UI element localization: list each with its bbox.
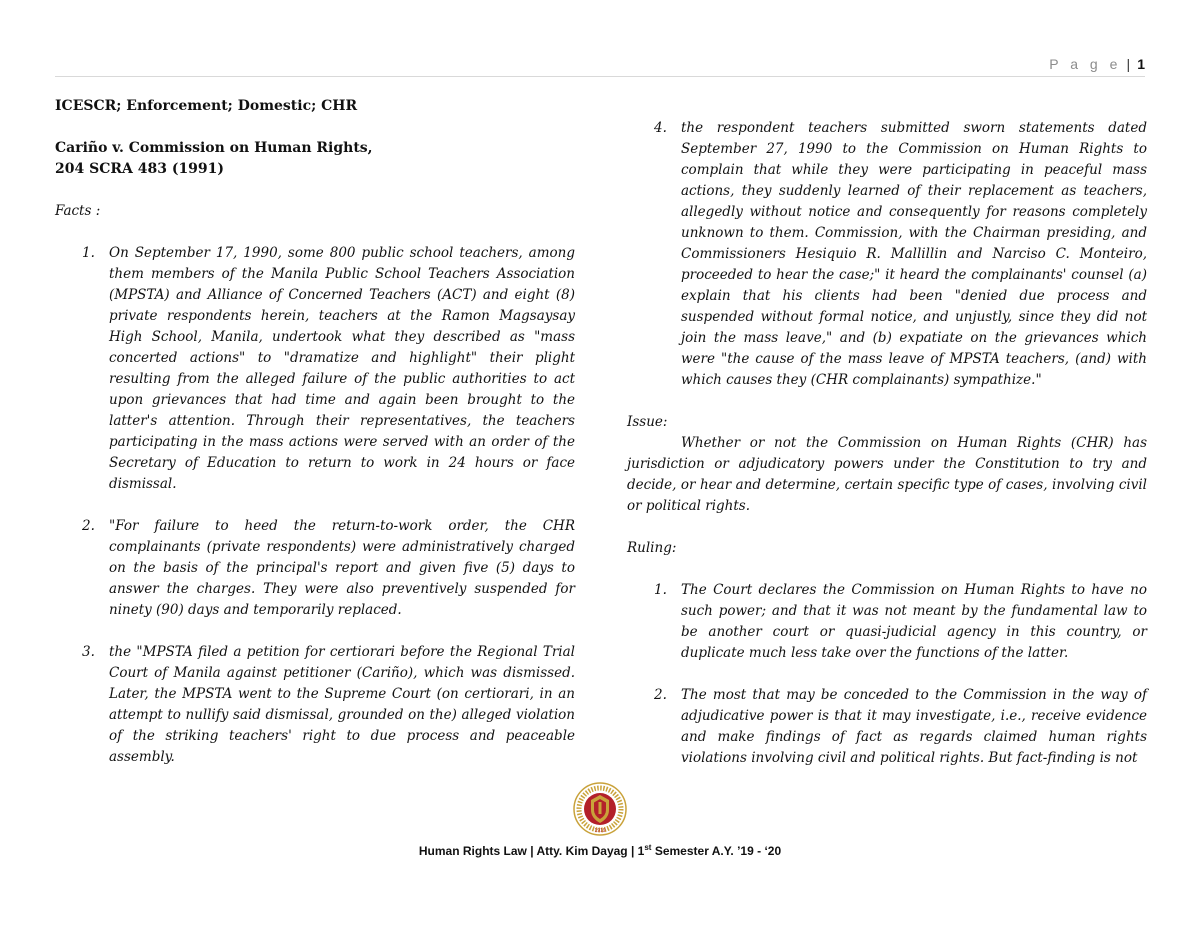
item-number: 4. xyxy=(654,120,667,136)
footer-semester-sup: st xyxy=(644,843,652,852)
item-text: the "MPSTA filed a petition for certiorari before the Regional Trial Court of Manila against petitioner (Cariño), which was dismissed. Later, the MPSTA went to the Supreme Court (on certiorari, in an attempt to nullify said dismissal, grounded on the) alleged violation of the striking teachers' right to due process and peaceable assembly. xyxy=(109,644,575,765)
page-number: 1 xyxy=(1137,56,1145,72)
list-item xyxy=(55,243,575,495)
item-number: 2. xyxy=(82,518,95,534)
topic-heading: ICESCR; Enforcement; Domestic; CHR xyxy=(55,98,358,114)
page-separator: | xyxy=(1126,56,1131,72)
footer-instructor: Atty. Kim Dayag xyxy=(536,844,628,858)
item-text: On September 17, 1990, some 800 public school teachers, among them members of the Manila Public School Teachers Association (MPSTA) and Alliance of Concerned Teachers (ACT) and eight (8) private respondents herein, teachers at the Ramon Magsaysay High School, Manila, undertook what they described as "mass concerted actions" to "dramatize and highlight" their plight resulting from the alleged failure of the public authorities to act upon grievances that had time and again been brought to the latter's attention. Through their representatives, the teachers participating in the mass actions were served with an order of the Secretary of Education to return to work in 24 hours or face dismissal. xyxy=(109,245,575,492)
item-number: 1. xyxy=(82,245,95,261)
list-item xyxy=(55,516,575,621)
list-item xyxy=(627,580,1147,664)
ruling-list xyxy=(627,580,1147,769)
seal-year: 1919 xyxy=(594,828,606,834)
list-item xyxy=(55,642,575,768)
case-citation: 204 SCRA 483 (1991) xyxy=(55,161,225,177)
item-number: 3. xyxy=(82,644,95,660)
issue-text: Whether or not the Commission on Human Rights (CHR) has jurisdiction or adjudicatory powers under the Constitution to try and decide, or hear and determine, certain specific type of cases, involving civil or political rights. xyxy=(627,435,1147,514)
ruling-label: Ruling: xyxy=(627,540,677,556)
school-seal-logo xyxy=(573,782,627,836)
page-header xyxy=(55,54,1145,77)
item-number: 1. xyxy=(654,582,667,598)
facts-list xyxy=(55,243,575,768)
item-text: the respondent teachers submitted sworn statements dated September 27, 1990 to the Commission on Human Rights to complain that while they were participating in peaceful mass actions, they suddenly learned of their replacement as teachers, allegedly without notice and consequently for reasons completely unknown to them. Commission, with the Chairman presiding, and Commissioners Hesiquio R. Mallillin and Narciso C. Monteiro, proceeded to hear the case;" it heard the complainants' counsel (a) explain that his clients had been "denied due process and suspended without formal notice, and unjustly, since they did not join the mass leave," and (b) expatiate on the grievances which were "the cause of the mass leave of MPSTA teachers, (and) with which causes they (CHR complainants) sympathize." xyxy=(681,120,1147,388)
facts-list-continued xyxy=(627,118,1147,391)
footer-separator: | xyxy=(630,844,635,858)
item-text: The Court declares the Commission on Human Rights to have no such power; and that it was not meant by the fundamental law to be another court or quasi-judicial agency in this country, or duplicate much less take over the functions of the latter. xyxy=(681,582,1147,661)
item-number: 2. xyxy=(654,687,667,703)
page-footer xyxy=(0,782,1200,858)
list-item xyxy=(627,118,1147,391)
page-label: P a g e xyxy=(1049,56,1122,72)
footer-semester: Semester A.Y. ’19 - ‘20 xyxy=(654,844,782,858)
issue-label: Issue: xyxy=(627,414,668,430)
right-column xyxy=(627,118,1147,769)
left-column xyxy=(55,96,575,789)
case-title-line1: Cariño v. Commission on Human Rights, xyxy=(55,140,373,156)
footer-separator: | xyxy=(530,844,534,858)
footer-semester-num: 1 xyxy=(637,844,645,858)
item-text: "For failure to heed the return-to-work order, the CHR complainants (private respondents) were administratively charged on the basis of the principal's report and given five (5) days to answer the charges. They were also preventively suspended for ninety (90) days and temporarily replaced. xyxy=(109,518,575,618)
footer-course: Human Rights Law xyxy=(418,844,527,858)
footer-text xyxy=(0,843,1200,858)
item-text: The most that may be conceded to the Commission in the way of adjudicative power is that it may investigate, i.e., receive evidence and make findings of fact as regards claimed human rights violations involving civil and political rights. But fact-finding is not xyxy=(681,687,1147,766)
list-item xyxy=(627,685,1147,769)
facts-label: Facts : xyxy=(55,203,101,219)
